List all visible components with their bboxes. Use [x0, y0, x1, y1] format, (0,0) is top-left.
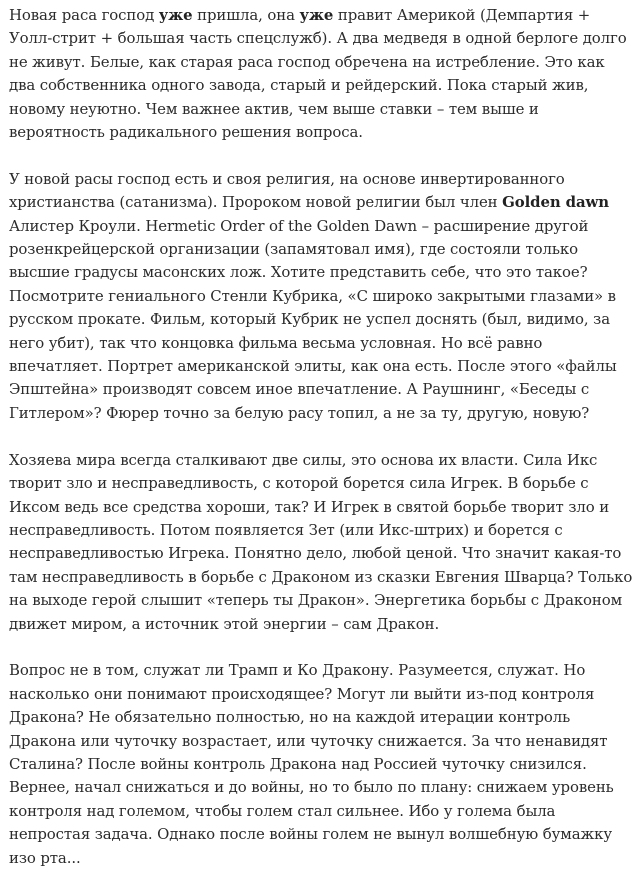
text-run: пришла, она: [192, 6, 300, 24]
text-run: Хозяева мира всегда сталкивают две силы, это основа их власти. Сила Икс творит зло и несправедливость, с которой борется сила Игрек. В борьбе с Иксом ведь все средства хороши, так? И Игрек в святой борьбе творит зло и несправедливость. Потом появляется Зет (или Икс-штрих) и борется с несправедливостью Игрека. Понятно дело, любой ценой. Что значит какая-то там несправедливость в борьбе с Драконом из сказки Евгения Шварца? Только на выходе герой слышит «теперь ты Дракон». Энергетика борьбы с Драконом движет миром, а источник этой энергии – сам Дракон.: [9, 450, 633, 633]
emphasis-uzhe: уже: [299, 6, 334, 24]
text-run: правит Америкой (Демпартия + Уолл-стрит + большая часть спецслужб). А два медведя в одной берлоге долго не живут. Белые, как старая раса господ обречена на истребление. Это как два собственника одного завода, старый и рейдерский. Пока старый жив, новому неуютно. Чем важнее актив, чем выше ставки – тем выше и вероятность радикального решения вопроса.: [9, 6, 627, 142]
paragraph-1: [9, 4, 633, 144]
text-run: У новой расы господ есть и своя религия, на основе инвертированного христианства (сатанизма). Пророком новой религии был член: [9, 169, 565, 212]
text-run: Вопрос не в том, служат ли Трамп и Ко Дракону. Разумеется, служат. Но насколько они понимают происходящее? Могут ли выйти из-под контроля Дракона? Не обязательно полностью, но на каждой итерации контроль Дракона или чуточку возрастает, или чуточку снижается. За что ненавидят Сталина? После войны контроль Дракона над Россией чуточку снизился. Вернее, начал снижаться и до войны, но то было по плану: снижаем уровень контроля над големом, чтобы голем стал сильнее. Ибо у голема была непростая задача. Однако после войны голем не вынул волшебную бумажку изо рта...: [9, 661, 614, 867]
emphasis-golden-dawn: Golden dawn: [502, 193, 609, 212]
paragraph-2: [9, 168, 633, 425]
emphasis-uzhe: уже: [158, 6, 193, 24]
paragraph-4: [9, 659, 633, 870]
text-run: Алистер Кроули. Hermetic Order of the Golden Dawn – расширение другой розенкрейцерской организации (запамятовал имя), где состояли только высшие градусы масонских лож. Хотите представить себе, что это такое? Посмотрите гениального Стенли Кубрика, «С широко закрытыми глазами» в русском прокате. Фильм, который Кубрик не успел доснять (был, видимо, за него убит), так что концовка фильма весьма условная. Но всё равно впечатляет. Портрет американской элиты, как она есть. После этого «файлы Эпштейна» производят совсем иное впечатление. А Раушнинг, «Беседы с Гитлером»? Фюрер точно за белую расу топил, а не за ту, другую, новую?: [9, 216, 617, 422]
text-run: Новая раса господ: [9, 6, 159, 24]
paragraph-3: [9, 449, 633, 636]
